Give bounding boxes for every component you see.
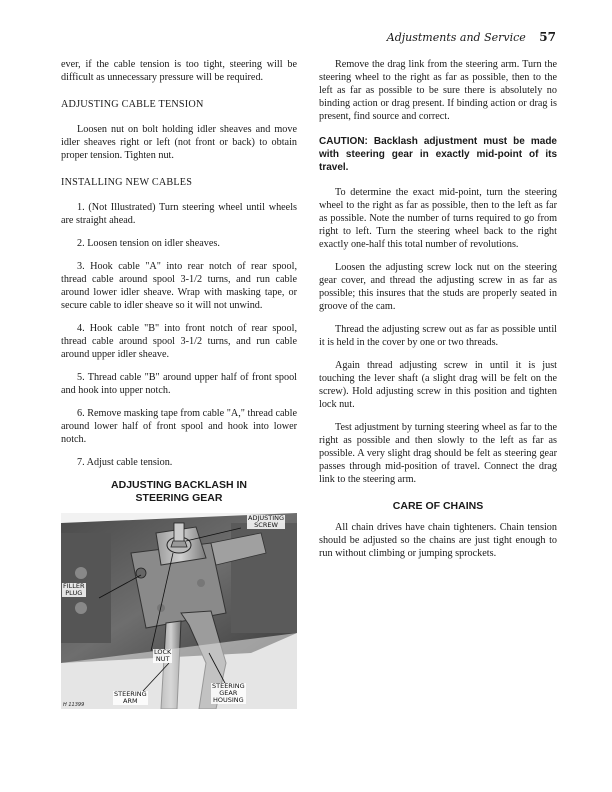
caution-note: CAUTION: Backlash adjustment must be made with steering gear in exactly mid-point of its travel. [319, 136, 557, 173]
paragraph: All chain drives have chain tighteners. Chain tension should be adjusted so the chains are just tight enough to run without climbing or jumping sprockets. [319, 522, 557, 559]
label-line: ADJUSTING [248, 514, 285, 522]
paragraph: Thread the adjusting screw out as far as possible until it is held in the cover by one or two threads. [319, 324, 557, 348]
label-line: ARM [123, 697, 138, 705]
paragraph: To determine the exact mid-point, turn the steering wheel to the right as far as possible, then to the left as far as possible. Note the number of turns required to go from right to left. Turn the steering wheel back to the right exactly one-half this total number of revolutions. [319, 187, 557, 250]
paragraph: Again thread adjusting screw in until it is just touching the lever shaft (a slight drag will be felt on the screw). Hold adjusting screw in this position and tighten lock nut. [319, 360, 557, 410]
label-steering-arm [113, 691, 148, 705]
label-line: HOUSING [212, 696, 244, 704]
steering-gear-illustration [61, 513, 297, 709]
figure-number: H 11399 [63, 702, 85, 708]
label-line: SCREW [254, 521, 278, 529]
step-1: 1. (Not Illustrated) Turn steering wheel until wheels are straight ahead. [61, 202, 297, 226]
left-column [61, 58, 297, 709]
paragraph: Loosen the adjusting screw lock nut on the steering gear cover, and thread the adjusting screw in as far as possible; this insures that the studs are properly seated in groove of the cam. [319, 262, 557, 312]
label-steering-gear-housing [211, 683, 246, 704]
step-7: 7. Adjust cable tension. [77, 457, 173, 468]
step-5: 5. Thread cable "B" around upper half of front spool and hook into upper notch. [61, 372, 297, 396]
paragraph: Test adjustment by turning steering wheel as far to the right as possible and then slowly to the left as far as possible. A very slight drag should be felt as steering gear passes through mid-position of travel. Connect the drag link to the steering arm. [319, 422, 557, 485]
label-lock-nut [153, 649, 172, 663]
steering-gear-photo [61, 513, 297, 709]
paragraph: Loosen nut on bolt holding idler sheaves and move idler sheaves right or left (not front or back) to obtain proper tension. Tighten nut. [61, 124, 297, 161]
paragraph: ever, if the cable tension is too tight, steering will be difficult as unnecessary pressure will be required. [61, 59, 297, 83]
page-number: 57 [539, 30, 556, 44]
heading-adjusting-backlash [61, 479, 297, 505]
label-line: LOCK [154, 648, 172, 656]
label-filler-plug [62, 583, 86, 597]
page-header [387, 30, 556, 44]
step-3: 3. Hook cable "A" into rear notch of rear spool, thread cable around spool 3-1/2 turns, and run cable around lower idler sheave. Wrap with masking tape, or secure cable to idler sheave so it will not unwind. [61, 261, 297, 311]
heading-care-of-chains: CARE OF CHAINS [392, 500, 484, 512]
step-6: 6. Remove masking tape from cable "A," thread cable around lower half of front spool and hook into lower notch. [61, 408, 297, 445]
paragraph: Remove the drag link from the steering arm. Turn the steering wheel to the right as far as possible, then to the left as far as possible to be sure there is absolutely no binding action or drag present. If binding action or drag is present, find source and correct. [319, 59, 557, 122]
right-column [319, 58, 557, 570]
label-line: STEERING [114, 690, 147, 698]
step-2: 2. Loosen tension on idler sheaves. [77, 238, 220, 249]
label-line: FILLER [63, 582, 85, 590]
heading-line: ADJUSTING BACKLASH IN [111, 479, 247, 491]
heading-adjusting-cable-tension: ADJUSTING CABLE TENSION [61, 99, 204, 110]
label-line: NUT [155, 655, 170, 663]
section-title: Adjustments and Service [386, 31, 526, 44]
label-line: GEAR [219, 689, 238, 697]
label-adjusting-screw [247, 515, 285, 529]
label-line: PLUG [65, 589, 83, 597]
heading-line: STEERING GEAR [135, 492, 223, 504]
step-4: 4. Hook cable "B" into front notch of rear spool, thread cable around spool 3-1/2 turns, and run cable around upper idler sheave. [61, 323, 297, 360]
label-line: STEERING [212, 682, 245, 690]
heading-installing-new-cables: INSTALLING NEW CABLES [61, 177, 193, 188]
